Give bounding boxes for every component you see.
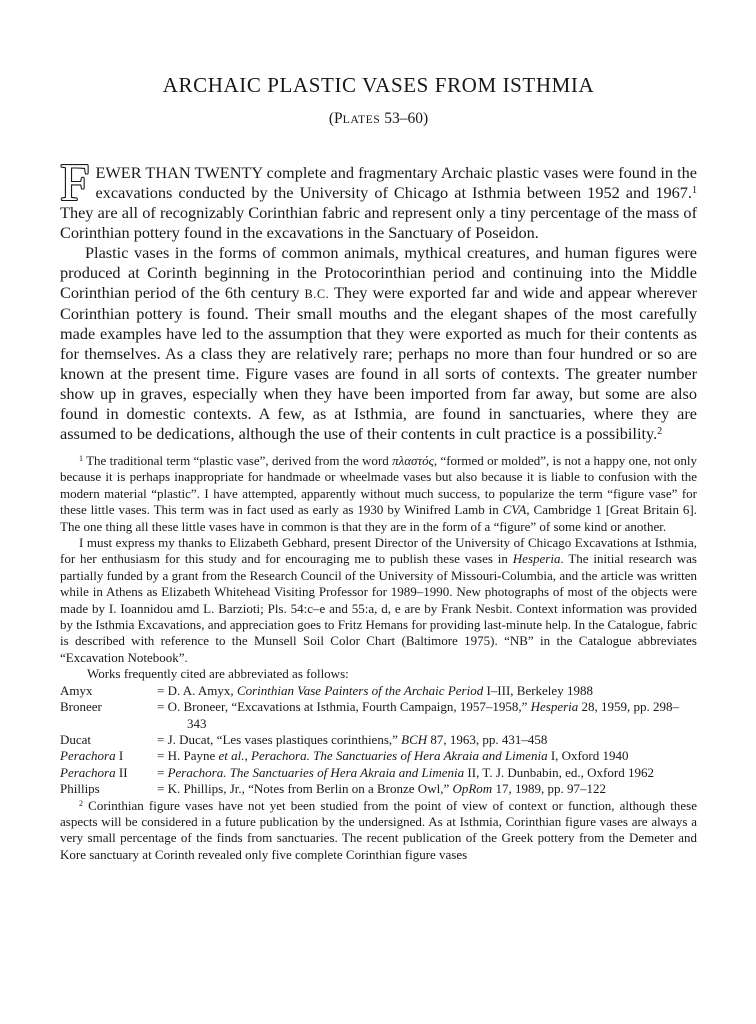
works-abbrev: Amyx bbox=[60, 682, 93, 698]
works-entry bbox=[60, 748, 697, 764]
works-abbrev: Perachora II bbox=[60, 764, 128, 780]
works-abbrev: Broneer bbox=[60, 699, 102, 715]
works-entry bbox=[60, 699, 697, 732]
works-cited-intro: Works frequently cited are abbreviated as follows: bbox=[87, 666, 349, 682]
footnotes-section bbox=[60, 453, 697, 863]
plates-subtitle: (PLATES 53–60) bbox=[328, 110, 429, 127]
works-citation: = J. Ducat, “Les vases plastiques corinthiens,” BCH 87, 1963, pp. 431–458 bbox=[157, 731, 548, 747]
page-content bbox=[60, 0, 697, 863]
works-abbrev: Phillips bbox=[60, 781, 100, 797]
article-title: ARCHAIC PLASTIC VASES FROM ISTHMIA bbox=[162, 73, 595, 97]
dropcap-initial: F bbox=[60, 154, 90, 212]
works-abbrev: Perachora I bbox=[60, 748, 124, 764]
opening-paragraph bbox=[60, 154, 697, 243]
works-entry bbox=[60, 765, 697, 781]
works-entry bbox=[60, 781, 697, 797]
article-body bbox=[60, 154, 698, 444]
works-citation: = D. A. Amyx, Corinthian Vase Painters of the Archaic Period I–III, Berkeley 1988 bbox=[157, 682, 593, 698]
footnote-2: $^2$ Corinthian figure vases have not yet been studied from the point of view of context or function, although these aspects will be considered in a future publication by the undersigned. As at Isthmia, Corinthian figure vases are always a very small percentage of the finds from sanctuaries. The recent publication of the Greek pottery from the Demeter and Kore sanctuary at Corinth revealed only five complete Corinthian figure vases bbox=[60, 797, 697, 862]
works-entry bbox=[60, 732, 697, 748]
works-citation: = H. Payne et al., Perachora. The Sanctuaries of Hera Akraia and Limenia I, Oxford 1940 bbox=[157, 748, 629, 764]
works-abbrev: Ducat bbox=[60, 731, 92, 747]
footnote-1: $^1$ The traditional term “plastic vase”, derived from the word πλαστός, “formed or molded”, is not a happy one, not only because it is perhaps inappropriate for handmade or wheelmade vases but also because it is liable to confusion with the modern material “plastic”. I have attempted, apparently without much success, to popularize the term “figure vase” for these little vases. This term was in fact used as early as 1930 by Winifred Lamb in CVA, Cambridge 1 [Great Britain 6]. The one thing all these little vases have in common is that they are in the form of a “figure” of some kind or another. bbox=[60, 453, 697, 534]
works-cited-list bbox=[60, 683, 697, 798]
works-citation: = K. Phillips, Jr., “Notes from Berlin on a Bronze Owl,” OpRom 17, 1989, pp. 97–122 bbox=[157, 781, 606, 797]
opening-paragraph-text: EWER THAN TWENTY complete and fragmentary Archaic plastic vases were found in the excavations conducted by the University of Chicago at Isthmia between 1952 and 1967.$^1$ They are all of recognizably Corinthian fabric and represent only a tiny percentage of the mass of Corinthian pottery found in the excavations in the Sanctuary of Poseidon. bbox=[60, 163, 697, 242]
works-citation: = O. Broneer, “Excavations at Isthmia, Fourth Campaign, 1957–1958,” Hesperia 28, 1959, pp. 298–343 bbox=[157, 699, 680, 731]
works-entry bbox=[60, 683, 697, 699]
second-paragraph: Plastic vases in the forms of common animals, mythical creatures, and human figures were produced at Corinth beginning in the Protocorinthian period and continuing into the Middle Corinthian period of the 6th century B.C. They were exported far and wide and appear wherever Corinthian pottery is found. Their small mouths and the elegant shapes of the most carefully made examples have led to the assumption that they were exported as much for their contents as for themselves. As a class they are relatively rare; perhaps no more than four hundred or so are known at the present time. Figure vases are found in all sorts of contexts. The greater number show up in graves, especially when they have been imported from far away, but some are also found in domestic contexts. A few, as at Isthmia, are found in sanctuaries, where they are assumed to be dedications, although the use of their contents in cult practice is a possibility.$^2$ bbox=[60, 243, 698, 443]
footnote-acknowledgements: I must express my thanks to Elizabeth Gebhard, present Director of the University of Chicago Excavations at Isthmia, for her enthusiasm for this study and for encouraging me to publish these vases in Hesperia. The initial research was partially funded by a grant from the Research Council of the University of Missouri-Columbia, and the article was written while in Athens as Elizabeth Whitehead Visiting Professor for 1989–1990. New photographs of most of the objects were made by I. Ioannidou amd L. Barzioti; Pls. 54:c–e and 55:a, d, e are by Frank Nesbit. Context information was provided by the Isthmia Excavations, and appreciation goes to Fritz Hemans for providing last-minute help. In the Catalogue, fabric is described with reference to the Munsell Soil Color Chart (Baltimore 1975). “NB” in the Catalogue abbreviates “Excavation Notebook”. bbox=[60, 535, 697, 665]
works-citation: = Perachora. The Sanctuaries of Hera Akraia and Limenia II, T. J. Dunbabin, ed., Oxford 1962 bbox=[157, 764, 654, 780]
